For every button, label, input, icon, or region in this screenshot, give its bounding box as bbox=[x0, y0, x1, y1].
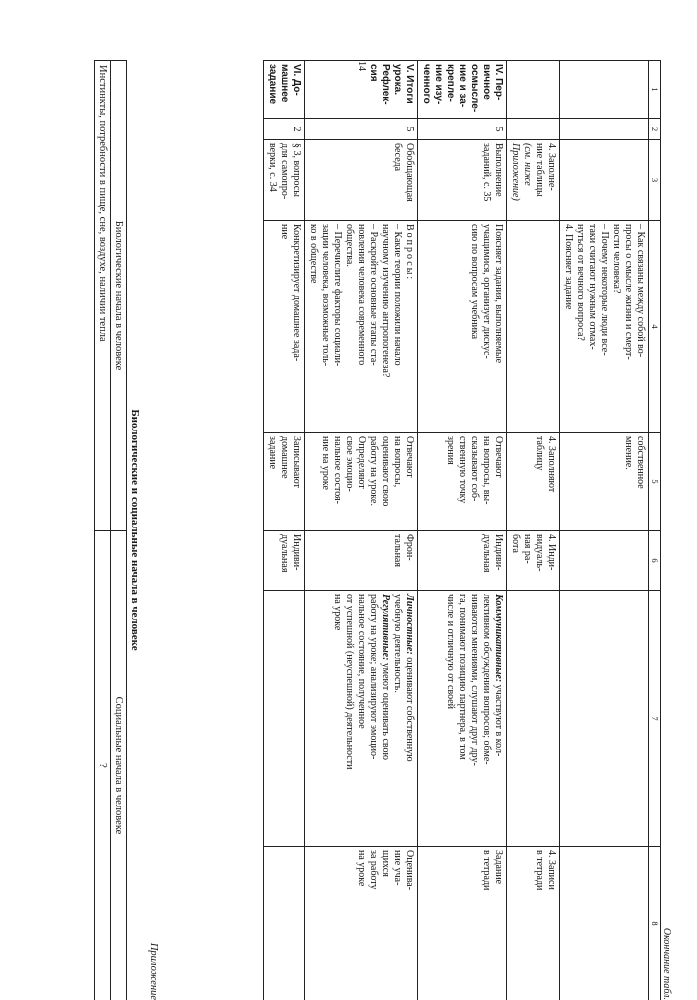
column-number: 4 bbox=[649, 221, 661, 433]
lesson-row bbox=[560, 61, 649, 1000]
result-text: числе и отличную от своей bbox=[445, 594, 456, 710]
teacher-line: новления человека современного bbox=[356, 224, 367, 366]
results-cell bbox=[507, 591, 560, 847]
method-cell bbox=[560, 140, 649, 221]
student-line: Записывают bbox=[291, 436, 302, 488]
control-line: щихся bbox=[380, 850, 391, 877]
form-line: видуаль- bbox=[534, 534, 545, 572]
student-line: сказывают соб- bbox=[469, 436, 480, 502]
column-number: 5 bbox=[649, 433, 661, 531]
teacher-line: таки считают нужным отмах- bbox=[587, 224, 598, 350]
student-line: на вопросы, вы- bbox=[481, 436, 492, 505]
form-line: Фрон- bbox=[404, 534, 415, 561]
method-cell bbox=[264, 140, 305, 221]
student-activity-cell bbox=[264, 433, 305, 531]
teacher-line: 4. Поясняет задание bbox=[563, 224, 574, 310]
stage-cell bbox=[507, 61, 560, 119]
student-line: Отвечают bbox=[404, 436, 415, 478]
time-cell bbox=[560, 119, 649, 140]
result-line bbox=[331, 594, 343, 843]
method-line: беседа bbox=[392, 143, 403, 172]
teacher-line: – Как связаны между собой во- bbox=[635, 224, 646, 358]
student-line: ственную точку bbox=[457, 436, 468, 504]
teacher-activity-cell bbox=[507, 221, 560, 433]
appendix-title: Приложение bbox=[148, 942, 159, 1000]
method-line: Приложение) bbox=[510, 143, 521, 201]
stage-line: ние изу- bbox=[433, 64, 444, 105]
control-line: Задание bbox=[493, 850, 504, 885]
appendix-heading: Биологические и социальные начала в человеке bbox=[129, 409, 141, 651]
result-line bbox=[355, 594, 367, 843]
result-line bbox=[492, 594, 504, 843]
column-number: 6 bbox=[649, 531, 661, 591]
teacher-activity-cell bbox=[264, 221, 305, 433]
result-text: лективном обсуждении вопросов; обме- bbox=[481, 594, 492, 765]
result-line bbox=[468, 594, 480, 843]
control-line: в тетради bbox=[481, 850, 492, 891]
stage-line: осмысле- bbox=[469, 64, 480, 113]
teacher-line: просы о смысле жизни и смерт- bbox=[623, 224, 634, 360]
results-cell bbox=[418, 591, 507, 847]
student-activity-cell bbox=[507, 433, 560, 531]
teacher-line: зации человека, возможные толь- bbox=[320, 224, 331, 367]
result-line bbox=[403, 594, 415, 843]
result-line bbox=[343, 594, 355, 843]
table-continuation-label: Окончание табл. bbox=[661, 927, 672, 1000]
student-line: оценивают свою bbox=[380, 436, 391, 507]
student-line: Определяют bbox=[356, 436, 367, 489]
teacher-line: общества. bbox=[344, 224, 355, 267]
result-line bbox=[444, 594, 456, 843]
result-line bbox=[367, 594, 379, 843]
time-cell bbox=[507, 119, 560, 140]
time-cell bbox=[418, 119, 507, 140]
student-line: работу на уроке. bbox=[368, 436, 379, 506]
teacher-line: – Почему некоторые люди все- bbox=[599, 224, 610, 356]
method-line: ние таблицы bbox=[534, 143, 545, 197]
method-cell bbox=[305, 140, 418, 221]
appendix-cell-biological: Инстинкты, потребности в пище, сне, воздухе, наличии тепла bbox=[94, 61, 110, 531]
student-line: свое эмоцио- bbox=[344, 436, 355, 492]
form-line: Индиви- bbox=[493, 534, 504, 571]
result-line bbox=[391, 594, 403, 843]
stage-line: IV. Пер- bbox=[493, 64, 504, 101]
time-value: 2 bbox=[291, 126, 302, 132]
student-line: ние на уроке bbox=[320, 436, 331, 490]
result-line bbox=[379, 594, 391, 843]
result-text: га, понимают позицию партнера, в том bbox=[457, 594, 468, 760]
student-line: домашнее bbox=[279, 436, 290, 479]
student-line: зрения bbox=[445, 436, 456, 465]
lesson-row bbox=[305, 61, 418, 1000]
student-activity-cell bbox=[560, 433, 649, 531]
control-cell bbox=[305, 847, 418, 1000]
result-text: на уроке bbox=[332, 594, 343, 631]
teacher-activity-cell bbox=[305, 221, 418, 433]
stage-cell bbox=[560, 61, 649, 119]
teacher-line: нуться от вечного вопроса? bbox=[575, 224, 586, 341]
result-label: Коммуникативные: bbox=[493, 594, 504, 683]
teacher-line: ко в обществе bbox=[308, 224, 319, 284]
control-line: за работу bbox=[368, 850, 379, 890]
control-line: на уроке bbox=[356, 850, 367, 887]
stage-cell bbox=[305, 61, 418, 119]
stage-line: V. Итоги bbox=[404, 64, 415, 104]
student-line: на вопросы, bbox=[392, 436, 403, 488]
stage-line: урока. bbox=[392, 64, 403, 95]
lesson-plan-table bbox=[263, 60, 661, 1000]
result-label: Регулятивные: bbox=[380, 594, 391, 661]
form-cell bbox=[507, 531, 560, 591]
column-number: 1 bbox=[649, 61, 661, 119]
student-line: задание bbox=[267, 436, 278, 470]
stage-line: крепле- bbox=[445, 64, 456, 102]
form-line: Индиви- bbox=[291, 534, 302, 571]
method-cell bbox=[418, 140, 507, 221]
form-line: бота bbox=[510, 534, 521, 553]
form-line: дуальная bbox=[279, 534, 290, 573]
method-line: для самопро- bbox=[279, 143, 290, 200]
teacher-line: Поясняет задания, выполняемые bbox=[493, 224, 504, 364]
stage-line: задание bbox=[267, 64, 278, 105]
control-cell bbox=[507, 847, 560, 1000]
teacher-questions-heading: Вопросы: bbox=[404, 224, 415, 282]
appendix-column-header: Биологические начала в человеке bbox=[110, 61, 126, 531]
result-line bbox=[480, 594, 492, 843]
result-text: от успешной (неуспешной) деятельности bbox=[344, 594, 355, 770]
teacher-line: учащимися, организует дискус- bbox=[481, 224, 492, 359]
student-line: Отвечают bbox=[493, 436, 504, 478]
control-cell bbox=[418, 847, 507, 1000]
form-cell bbox=[418, 531, 507, 591]
results-cell bbox=[560, 591, 649, 847]
method-line: 4. Заполне- bbox=[546, 143, 557, 191]
student-line: нальное состоя- bbox=[332, 436, 343, 504]
control-line: в тетради bbox=[534, 850, 545, 891]
method-cell bbox=[507, 140, 560, 221]
method-line: заданий, с. 35 bbox=[481, 143, 492, 202]
lesson-row bbox=[418, 61, 507, 1000]
teacher-line: – Перечислите факторы социали- bbox=[332, 224, 343, 367]
result-text: оценивают собственную bbox=[404, 654, 415, 762]
time-cell bbox=[264, 119, 305, 140]
stage-line: Рефлек- bbox=[380, 64, 391, 105]
results-cell bbox=[264, 591, 305, 847]
method-line: верки, с. 34 bbox=[267, 143, 278, 192]
teacher-line: научному изучению антропогенеза? bbox=[380, 224, 391, 378]
page-number: 14 bbox=[356, 61, 367, 71]
teacher-line: ности человека? bbox=[611, 224, 622, 294]
student-activity-cell bbox=[305, 433, 418, 531]
results-cell bbox=[305, 591, 418, 847]
control-cell bbox=[560, 847, 649, 1000]
result-line bbox=[456, 594, 468, 843]
appendix-table bbox=[94, 60, 127, 1000]
stage-line: VI. До- bbox=[291, 64, 302, 96]
appendix-cell-social: ? bbox=[94, 531, 110, 1000]
teacher-line: ние bbox=[279, 224, 290, 240]
stage-line: ченного bbox=[421, 64, 432, 104]
control-line: ние уча- bbox=[392, 850, 403, 886]
form-line: 4. Инди- bbox=[546, 534, 557, 571]
appendix-column-header: Социальные начала в человеке bbox=[110, 531, 126, 1000]
teacher-activity-cell bbox=[418, 221, 507, 433]
method-line: Выполнение bbox=[493, 143, 504, 197]
result-text: нальное состояние, полученное bbox=[356, 594, 367, 729]
student-line: таблицу bbox=[534, 436, 545, 471]
method-line: Обобщающая bbox=[404, 143, 415, 202]
stage-line: сия bbox=[368, 64, 379, 82]
student-line: 4. Заполняют bbox=[546, 436, 557, 493]
form-line: тальная bbox=[392, 534, 403, 567]
control-line: Оценива- bbox=[404, 850, 415, 891]
stage-cell bbox=[264, 61, 305, 119]
result-text: ниваются мнениями, слушают друг дру- bbox=[469, 594, 480, 766]
student-activity-cell bbox=[418, 433, 507, 531]
appendix-data-row bbox=[94, 61, 110, 1000]
control-cell bbox=[264, 847, 305, 1000]
result-text: работу на уроке; анализируют эмоцио- bbox=[368, 594, 379, 760]
column-number: 8 bbox=[649, 847, 661, 1000]
teacher-line: Конкретизирует домашнее зада- bbox=[291, 224, 302, 362]
form-cell bbox=[560, 531, 649, 591]
column-number-row bbox=[649, 61, 661, 1000]
column-number: 3 bbox=[649, 140, 661, 221]
result-text: участвуют в кол- bbox=[493, 682, 504, 757]
time-cell bbox=[305, 119, 418, 140]
form-cell bbox=[305, 531, 418, 591]
teacher-line: сию по вопросам учебника bbox=[469, 224, 480, 340]
result-text: умеют оценивать свою bbox=[380, 660, 391, 761]
form-line: дуальная bbox=[481, 534, 492, 573]
form-line: ная ра- bbox=[522, 534, 533, 564]
column-number: 7 bbox=[649, 591, 661, 847]
method-line: § 3, вопросы bbox=[291, 143, 302, 197]
teacher-line: – Раскройте основные этапы ста- bbox=[368, 224, 379, 366]
result-text: учебную деятельность. bbox=[392, 594, 403, 693]
lesson-row bbox=[264, 61, 305, 1000]
student-line: мнение. bbox=[623, 436, 634, 470]
control-line: 4. Записи bbox=[546, 850, 557, 890]
form-cell bbox=[264, 531, 305, 591]
stage-line: ние и за- bbox=[457, 64, 468, 108]
result-label: Личностные: bbox=[404, 594, 415, 655]
stage-line: машнее bbox=[279, 64, 290, 103]
time-value: 5 bbox=[493, 126, 504, 132]
column-number: 2 bbox=[649, 119, 661, 140]
method-line: (см. ниже bbox=[522, 143, 533, 186]
lesson-row bbox=[507, 61, 560, 1000]
teacher-activity-cell bbox=[560, 221, 649, 433]
stage-line: вичное bbox=[481, 64, 492, 100]
student-line: собственное bbox=[635, 436, 646, 489]
time-value: 5 bbox=[404, 126, 415, 132]
appendix-header-row bbox=[110, 61, 126, 1000]
stage-cell bbox=[418, 61, 507, 119]
teacher-line: – Какие теории положили начало bbox=[392, 224, 403, 366]
